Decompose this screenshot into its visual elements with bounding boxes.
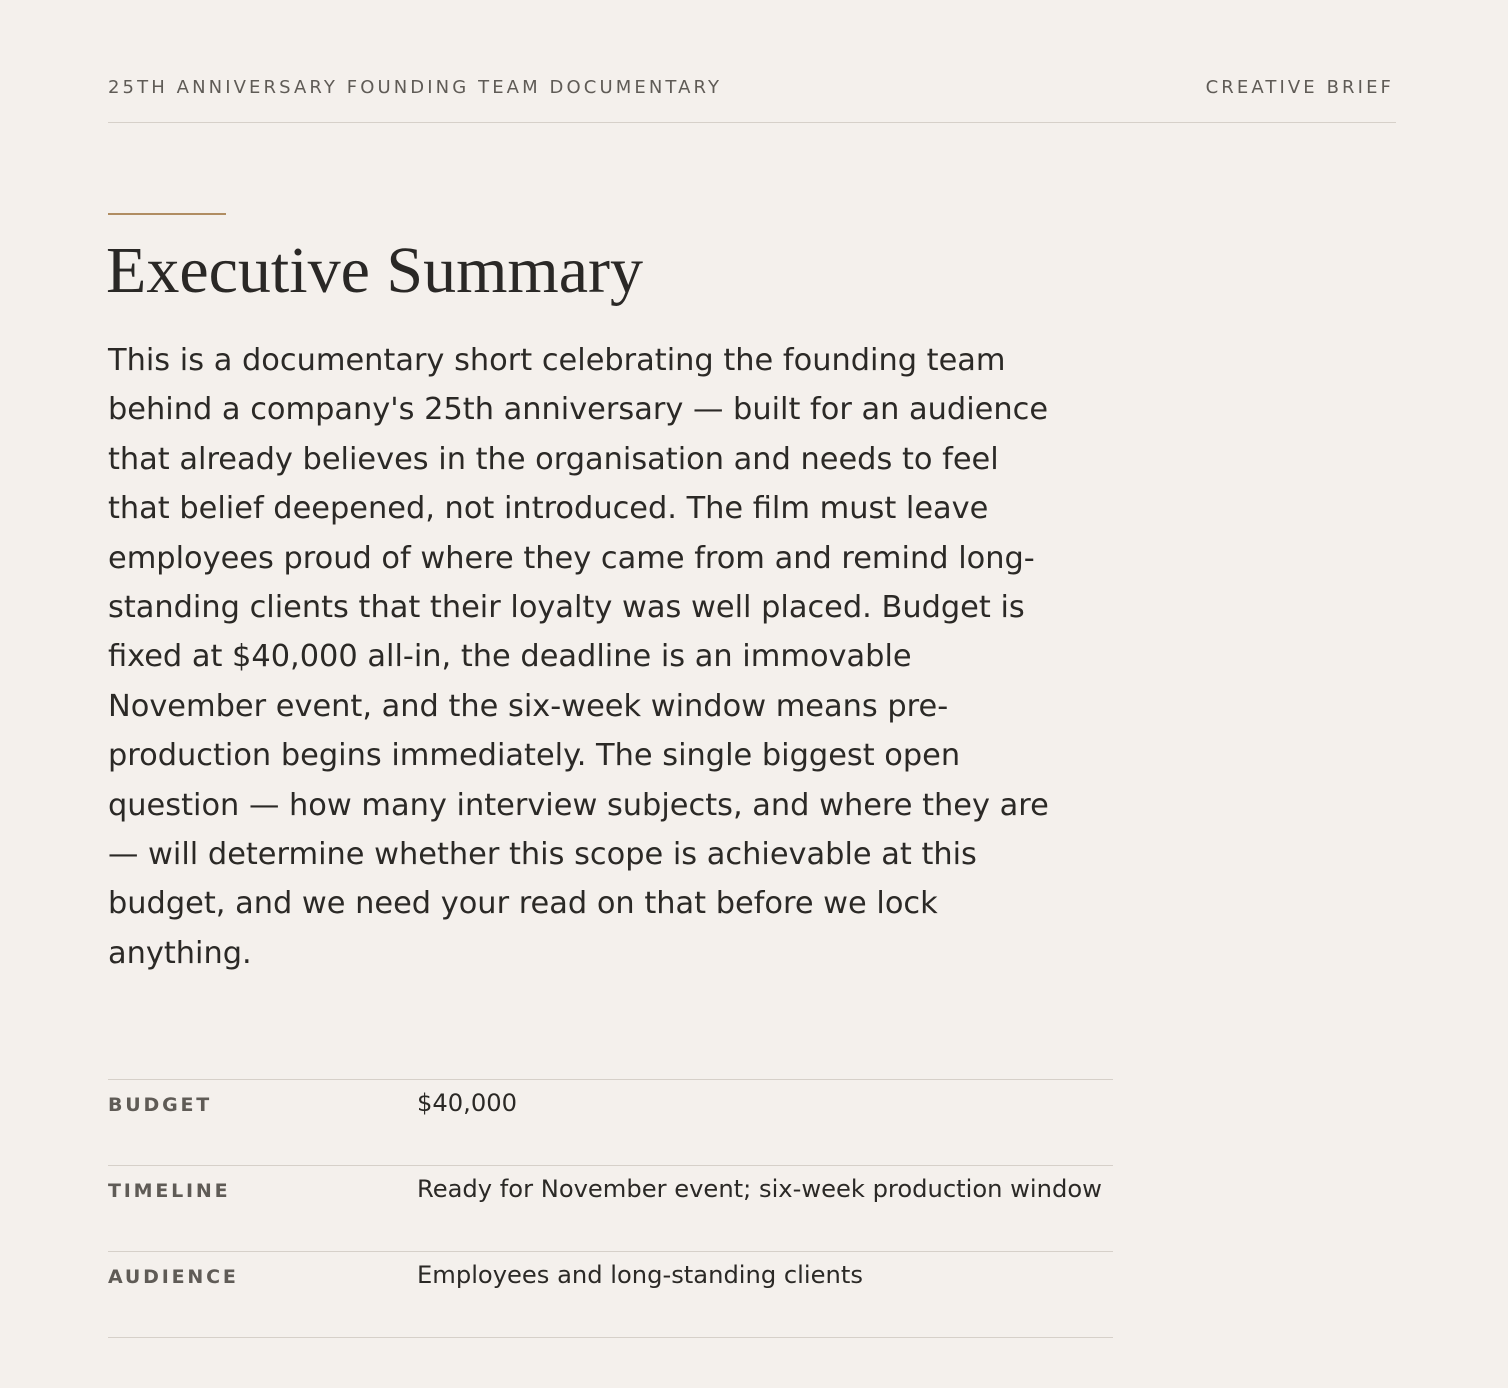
accent-rule <box>108 213 226 215</box>
fact-label: AUDIENCE <box>108 1266 239 1288</box>
fact-label: TIMELINE <box>108 1180 231 1202</box>
project-title: 25TH ANNIVERSARY FOUNDING TEAM DOCUMENTARY <box>108 77 723 98</box>
fact-value: Employees and long-standing clients <box>417 1261 863 1289</box>
document-page <box>106 0 1396 1289</box>
summary-paragraph: This is a documentary short celebrating the founding team behind a company's 25th anniversary — built for an audience that already believes in the organisation and needs to feel that belief deepened, not introduced. The film must leave employees proud of where they came from and remind long-standing clients that their loyalty was well placed. Budget is fixed at $40,000 all-in, the deadline is an immovable November event, and the six-week window means pre-production begins immediately. The single biggest open question — how many interview subjects, and where they are — will determine whether this scope is achievable at this budget, and we need your read on that before we lock anything. <box>108 343 1049 971</box>
fact-row-budget <box>108 1080 1113 1166</box>
fact-row-timeline <box>108 1166 1113 1252</box>
fact-value: $40,000 <box>417 1089 518 1117</box>
fact-value: Ready for November event; six-week production window <box>417 1175 1102 1203</box>
fact-label: BUDGET <box>108 1094 213 1116</box>
key-facts-table <box>108 1079 1113 1338</box>
document-type-label: CREATIVE BRIEF <box>1205 77 1394 98</box>
section-title: Executive Summary <box>106 234 644 307</box>
fact-row-audience <box>108 1252 1113 1338</box>
document-header <box>108 0 1396 123</box>
